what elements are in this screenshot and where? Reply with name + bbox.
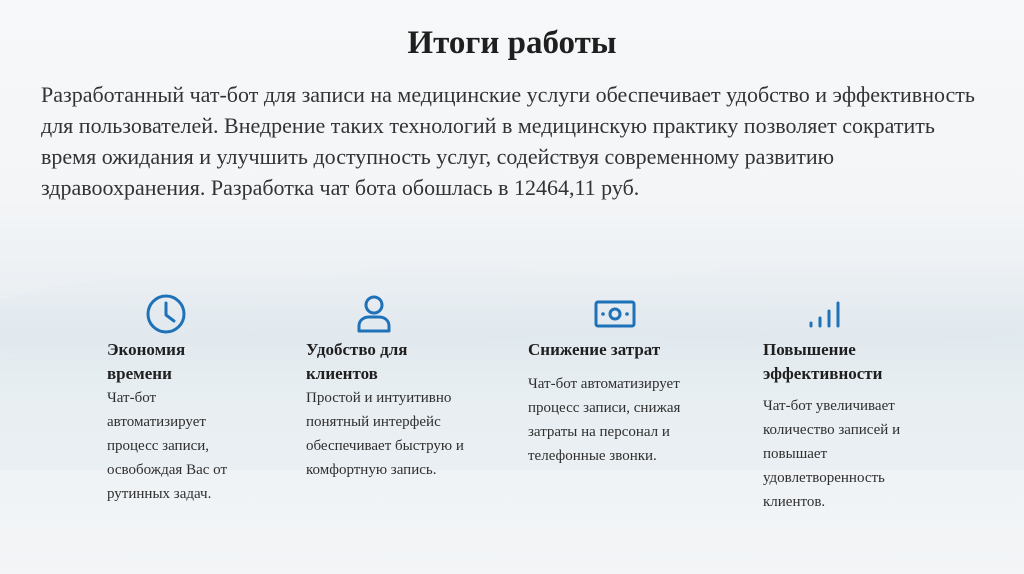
card-text: Чат-бот автоматизирует процесс записи, снижая затраты на персонал и телефонные звонки. <box>528 376 681 464</box>
card-text: Чат-бот увеличивает количество записей и повышает удовлетворенность клиентов. <box>763 398 901 510</box>
banknote-icon <box>591 290 639 338</box>
slide-title: Итоги работы <box>407 25 617 61</box>
card-heading: Экономия времени <box>107 340 186 383</box>
signal-bars-icon <box>803 290 851 338</box>
card-heading: Удобство для клиентов <box>306 340 408 383</box>
clock-icon <box>142 290 190 338</box>
card-heading: Снижение затрат <box>528 340 661 359</box>
user-icon <box>350 290 398 338</box>
intro-paragraph: Разработанный чат-бот для записи на медицинские услуги обеспечивает удобство и эффективность для пользователей. Внедрение таких технологий в медицинскую практику позволяет сократить время ожидания и улучшить доступность услуг, содействуя современному развитию здравоохранения. Разработка чат бота обошлась в 12464,11 руб. <box>41 82 975 200</box>
card-text: Чат-бот автоматизирует процесс записи, освобождая Вас от рутинных задач. <box>107 390 227 502</box>
card-text: Простой и интуитивно понятный интерфейс обеспечивает быструю и комфортную запись. <box>306 390 464 478</box>
card-heading: Повышение эффективности <box>763 340 883 383</box>
